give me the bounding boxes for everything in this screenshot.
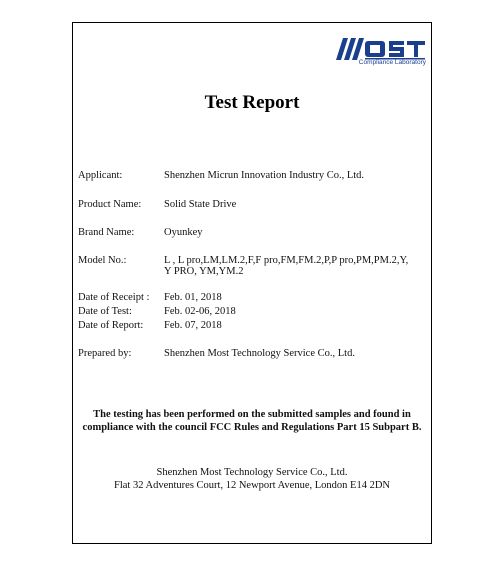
compliance-statement-line1: The testing has been performed on the submitted samples and found in <box>93 409 411 420</box>
logo-caption: Compliance Laboratory <box>358 59 426 66</box>
brand-name-label: Brand Name: <box>78 227 135 238</box>
product-name-value: Solid State Drive <box>164 199 237 210</box>
model-no-value-line2: Y PRO, YM,YM.2 <box>164 266 244 277</box>
model-no-label: Model No.: <box>78 255 127 266</box>
applicant-value: Shenzhen Micrun Innovation Industry Co., Ltd. <box>164 170 365 181</box>
model-no-value-line1: L , L pro,LM,LM.2,F,F pro,FM,FM.2,P,P pro,PM,PM.2,Y, <box>164 255 409 266</box>
date-of-report-value: Feb. 07, 2018 <box>164 320 222 331</box>
page-title: Test Report <box>204 92 300 113</box>
prepared-by-value: Shenzhen Most Technology Service Co., Ltd. <box>164 348 355 359</box>
footer-address: Flat 32 Adventures Court, 12 Newport Avenue, London E14 2DN <box>114 480 390 491</box>
footer <box>76 466 428 492</box>
footer-company: Shenzhen Most Technology Service Co., Ltd. <box>156 467 348 478</box>
compliance-statement-line2: compliance with the council FCC Rules and Regulations Part 15 Subpart B. <box>82 422 422 433</box>
product-name-label: Product Name: <box>78 199 142 210</box>
most-logo <box>334 38 426 70</box>
date-of-test-value: Feb. 02-06, 2018 <box>164 306 236 317</box>
applicant-label: Applicant: <box>78 170 123 181</box>
date-of-receipt-value: Feb. 01, 2018 <box>164 292 222 303</box>
compliance-statement <box>76 408 428 434</box>
date-of-test-label: Date of Test: <box>78 306 132 317</box>
prepared-by-label: Prepared by: <box>78 348 132 359</box>
most-logo-mark-icon <box>334 38 426 60</box>
date-of-receipt-label: Date of Receipt : <box>78 292 150 303</box>
brand-name-value: Oyunkey <box>164 227 203 238</box>
date-of-report-label: Date of Report: <box>78 320 144 331</box>
